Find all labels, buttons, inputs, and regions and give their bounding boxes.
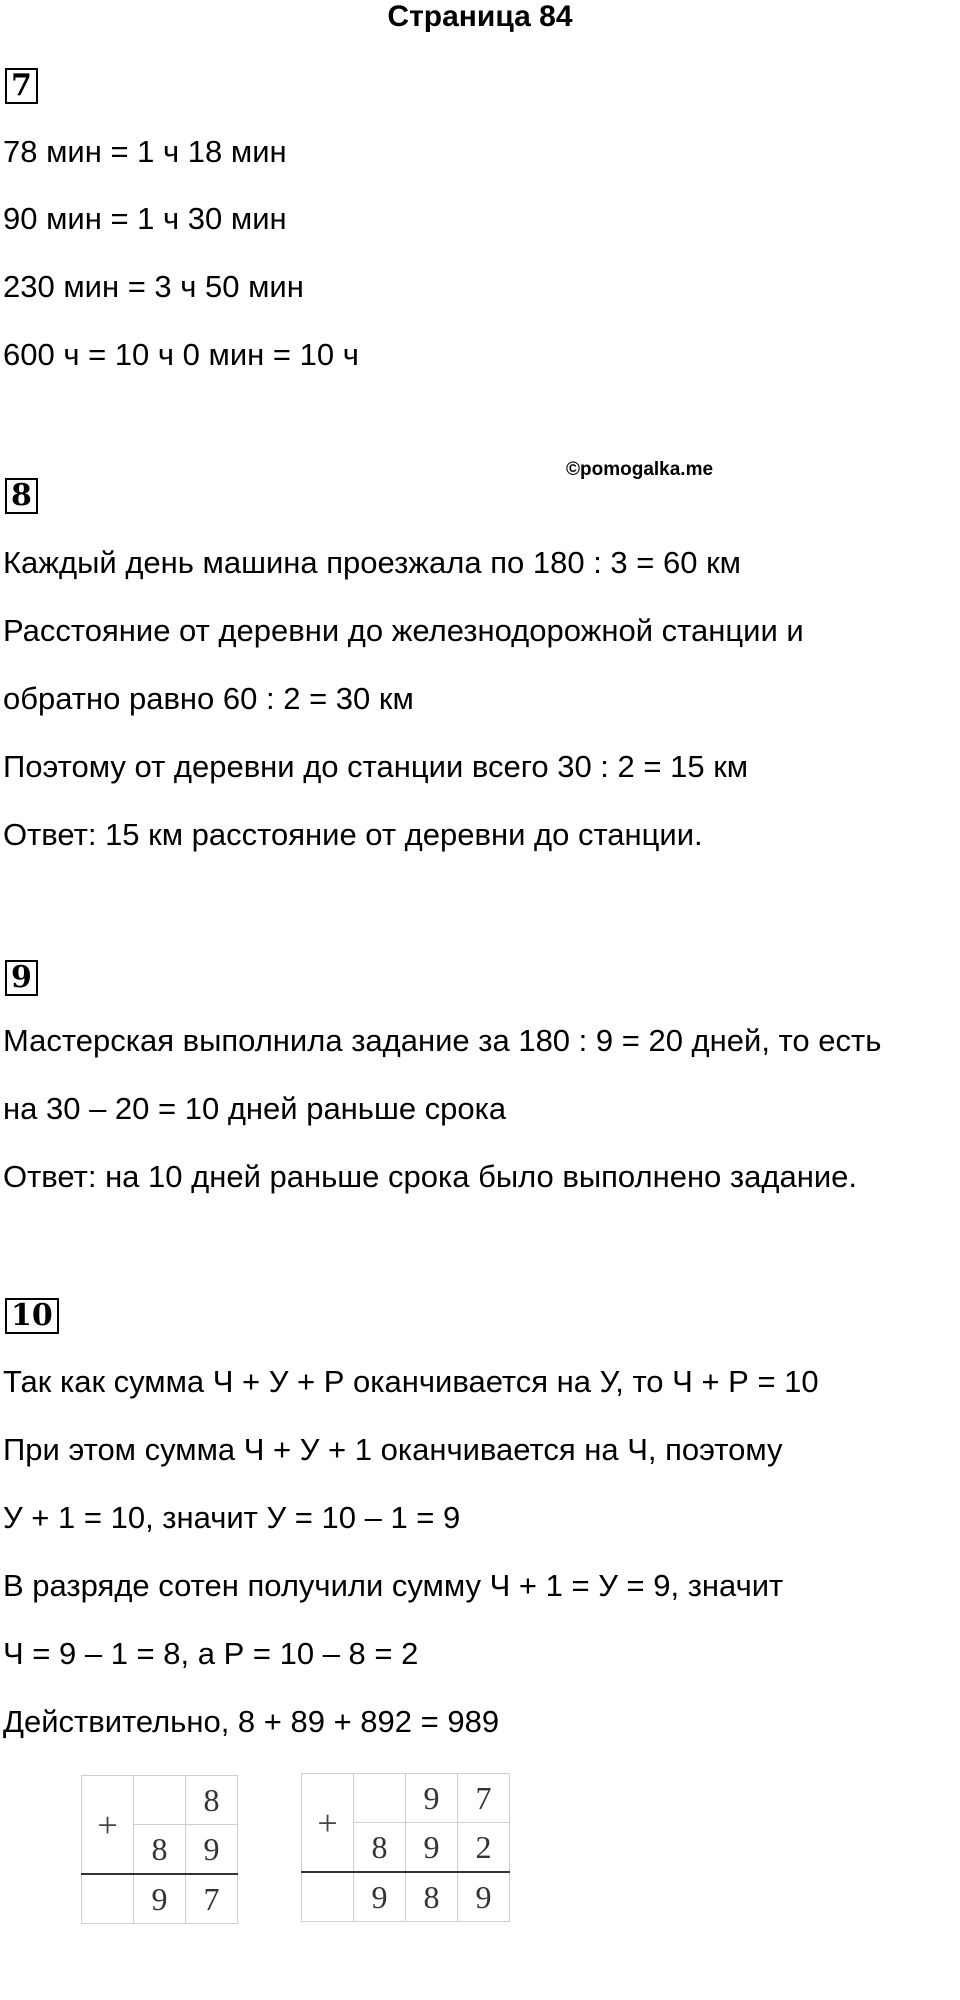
solution-line: Ответ: на 10 дней раньше срока было выполнено задание. — [3, 1159, 857, 1194]
digit-cell — [82, 1874, 134, 1924]
digit-cell: 2 — [458, 1823, 510, 1873]
solution-line: Действительно, 8 + 89 + 892 = 989 — [3, 1704, 500, 1739]
solution-line: Поэтому от деревни до станции всего 30 : 2 = 15 км — [3, 749, 749, 784]
solution-line: 600 ч = 10 ч 0 мин = 10 ч — [3, 337, 359, 372]
digit-cell: 8 — [134, 1825, 186, 1875]
digit-cell — [354, 1774, 406, 1823]
solution-line: Так как сумма Ч + У + Р оканчивается на У, то Ч + Р = 10 — [3, 1364, 819, 1399]
watermark: ©pomogalka.me — [566, 459, 714, 480]
solution-line: 230 мин = 3 ч 50 мин — [3, 269, 304, 304]
solution-line: Ответ: 15 км расстояние от деревни до станции. — [3, 817, 703, 852]
digit-cell: 9 — [458, 1872, 510, 1922]
digit-cell: 9 — [134, 1874, 186, 1924]
digit-cell: 8 — [406, 1872, 458, 1922]
digit-cell: 7 — [186, 1874, 238, 1924]
solution-line: Каждый день машина проезжала по 180 : 3 = 60 км — [3, 545, 741, 580]
solution-line: Ч = 9 – 1 = 8, а Р = 10 – 8 = 2 — [3, 1636, 419, 1671]
addend-row — [82, 1776, 238, 1825]
solution-line: Мастерская выполнила задание за 180 : 9 = 20 дней, то есть — [3, 1023, 882, 1058]
solution-line: В разряде сотен получили сумму Ч + 1 = У = 9, значит — [3, 1568, 784, 1603]
plus-sign: + — [302, 1774, 354, 1873]
column-addition-2 — [301, 1773, 510, 1922]
page-title: Страница 84 — [387, 0, 573, 33]
solution-line: на 30 – 20 = 10 дней раньше срока — [3, 1091, 507, 1126]
digit-cell — [302, 1872, 354, 1922]
digit-cell: 8 — [186, 1776, 238, 1825]
digit-cell: 9 — [186, 1825, 238, 1875]
task-number: 10 — [5, 1298, 59, 1334]
task-number: 7 — [5, 68, 38, 104]
solution-line: Расстояние от деревни до железнодорожной станции и — [3, 613, 804, 648]
digit-cell — [134, 1776, 186, 1825]
task-number: 8 — [5, 478, 38, 514]
digit-cell: 9 — [406, 1823, 458, 1873]
digit-cell: 9 — [354, 1872, 406, 1922]
digit-cell: 7 — [458, 1774, 510, 1823]
column-addition-1 — [81, 1775, 238, 1924]
solution-line: У + 1 = 10, значит У = 10 – 1 = 9 — [3, 1500, 461, 1535]
solution-line: обратно равно 60 : 2 = 30 км — [3, 681, 414, 716]
plus-sign: + — [82, 1776, 134, 1875]
solution-line: При этом сумма Ч + У + 1 оканчивается на Ч, поэтому — [3, 1432, 783, 1467]
solution-line: 90 мин = 1 ч 30 мин — [3, 201, 287, 236]
digit-cell: 9 — [406, 1774, 458, 1823]
task-number: 9 — [5, 960, 38, 996]
digit-cell: 8 — [354, 1823, 406, 1873]
sum-row — [302, 1872, 510, 1922]
solution-line: 78 мин = 1 ч 18 мин — [3, 134, 287, 169]
sum-row — [82, 1874, 238, 1924]
addend-row — [302, 1774, 510, 1823]
